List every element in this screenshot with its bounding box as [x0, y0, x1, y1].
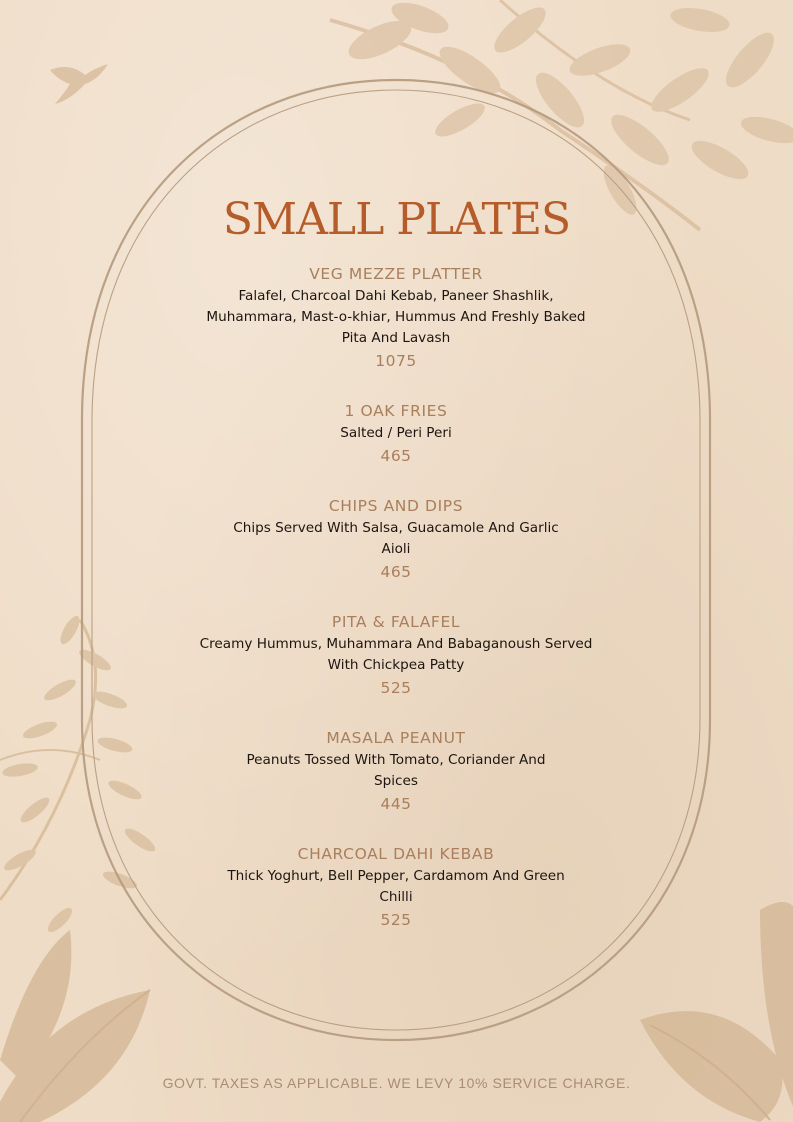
item-name: CHIPS AND DIPS [328, 497, 464, 515]
menu-item [196, 727, 596, 816]
menu-item [196, 263, 596, 373]
item-description: Peanuts Tossed With Tomato, Coriander And Spices [246, 752, 546, 789]
item-price: 445 [380, 795, 412, 813]
leaf-branch-left-icon [0, 613, 158, 935]
menu-item [196, 495, 596, 584]
item-name: VEG MEZZE PLATTER [309, 265, 483, 283]
bird-icon [50, 64, 108, 104]
item-description: Salted / Peri Peri [340, 425, 452, 441]
item-description: Falafel, Charcoal Dahi Kebab, Paneer Shashlik, Muhammara, Mast-o-khiar, Hummus And Freshly Baked Pita And Lavash [206, 288, 586, 346]
item-name: MASALA PEANUT [326, 729, 466, 747]
menu-list [196, 263, 596, 959]
menu-item [196, 843, 596, 932]
page-title: SMALL PLATES [222, 194, 571, 245]
menu-item [196, 611, 596, 700]
item-price: 525 [380, 679, 412, 697]
item-price: 465 [380, 447, 412, 465]
item-price: 525 [380, 911, 412, 929]
item-name: PITA & FALAFEL [331, 613, 461, 631]
item-description: Chips Served With Salsa, Guacamole And Garlic Aioli [233, 520, 559, 557]
item-price: 1075 [375, 352, 417, 370]
leaf-bottom-left-icon [0, 930, 150, 1122]
footer-note: GOVT. TAXES AS APPLICABLE. WE LEVY 10% SERVICE CHARGE. [162, 1075, 631, 1091]
item-price: 465 [380, 563, 412, 581]
item-name: 1 OAK FRIES [344, 402, 448, 420]
item-description: Creamy Hummus, Muhammara And Babaganoush Served With Chickpea Patty [199, 636, 593, 673]
item-name: CHARCOAL DAHI KEBAB [297, 845, 495, 863]
item-description: Thick Yoghurt, Bell Pepper, Cardamom And Green Chilli [227, 868, 565, 905]
menu-item [196, 400, 596, 468]
